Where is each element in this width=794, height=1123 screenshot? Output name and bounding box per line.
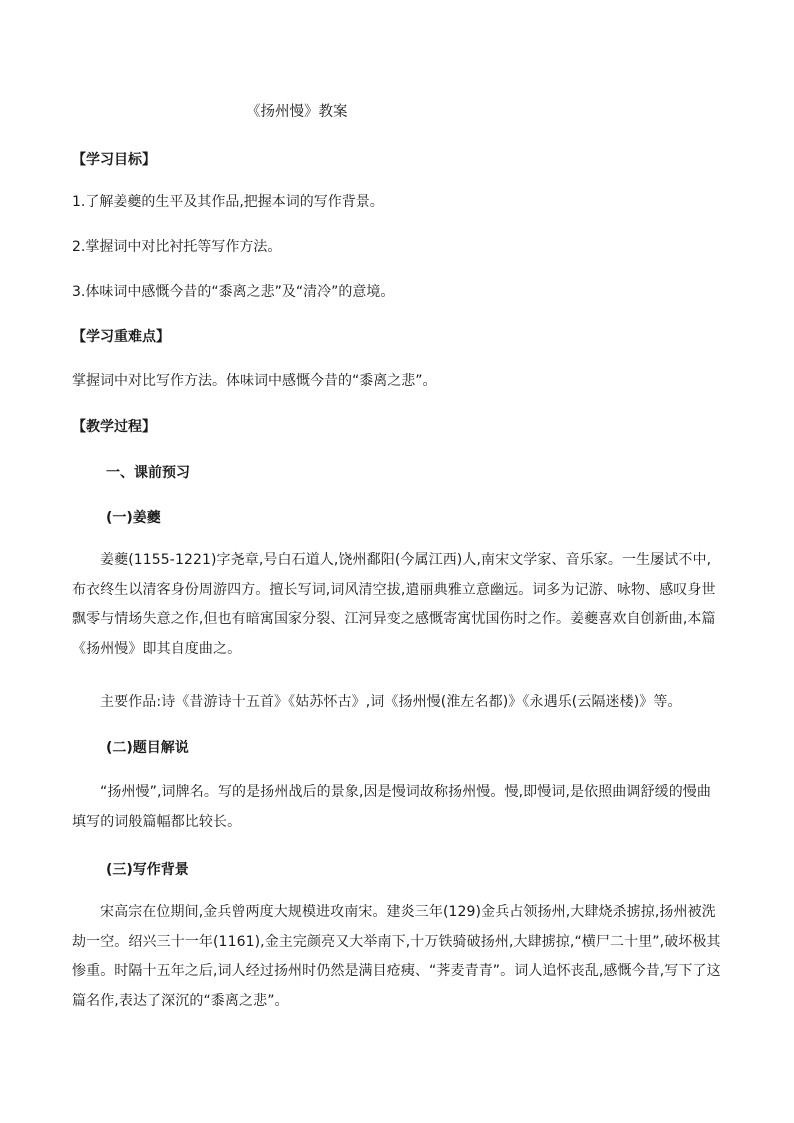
objective-item-2: 2.掌握词中对比衬托等写作方法。 — [72, 239, 282, 255]
author-heading: (一)姜夔 — [106, 510, 161, 526]
title-explanation-heading: (二)题目解说 — [106, 740, 189, 756]
background-paragraph: 宋高宗在位期间,金兵曾两度大规模进攻南宋。建炎三年(129)金兵占领扬州,大肆烧杀掳掠,扬州被洗劫一空。绍兴三十一年(1161),金主完颜亮又大举南下,十万铁骑破扬州,大肆掳掠,“横尸二十里”,破坏极其惨重。时隔十五年之后,词人经过扬州时仍然是满目疮痍、“荠麦青青”。词人追怀丧乱,感慨今昔,写下了这篇名作,表达了深沉的“黍离之悲”。 — [72, 904, 721, 1009]
objective-item-3: 3.体味词中感慨今昔的“黍离之悲”及“清冷”的意境。 — [72, 284, 395, 300]
background-heading: (三)写作背景 — [106, 862, 189, 878]
objectives-heading: 【学习目标】 — [72, 152, 156, 168]
objective-item-1: 1.了解姜夔的生平及其作品,把握本词的写作背景。 — [72, 194, 384, 210]
title-explanation-paragraph: “扬州慢”,词牌名。写的是扬州战后的景象,因是慢词故称扬州慢。慢,即慢词,是依照曲调舒缓的慢曲填写的词般篇幅都比较长。 — [72, 784, 712, 830]
keypoints-heading: 【学习重难点】 — [72, 329, 170, 345]
keypoints-text: 掌握词中对比写作方法。体味词中感慨今昔的“黍离之悲”。 — [72, 373, 437, 389]
preview-heading: 一、课前预习 — [106, 465, 190, 481]
author-paragraph: 姜夔(1155-1221)字尧章,号白石道人,饶州鄱阳(今属江西)人,南宋文学家、音乐家。一生屡试不中,布衣终生以清客身份周游四方。擅长写词,词风清空拔,遣丽典雅立意幽远。词多为记游、咏物、感叹身世飘零与情场失意之作,但也有暗寓国家分裂、江河异变之感慨寄寓忧国伤时之作。姜夔喜欢自创新曲,本篇《扬州慢》即其自度曲之。 — [72, 552, 716, 657]
document-title: 《扬州慢》教案 — [246, 104, 348, 120]
process-heading: 【教学过程】 — [72, 419, 156, 435]
works-paragraph: 主要作品:诗《昔游诗十五首》《姑苏怀古》,词《扬州慢(淮左名都)》《永遇乐(云隔迷楼)》等。 — [100, 694, 682, 710]
